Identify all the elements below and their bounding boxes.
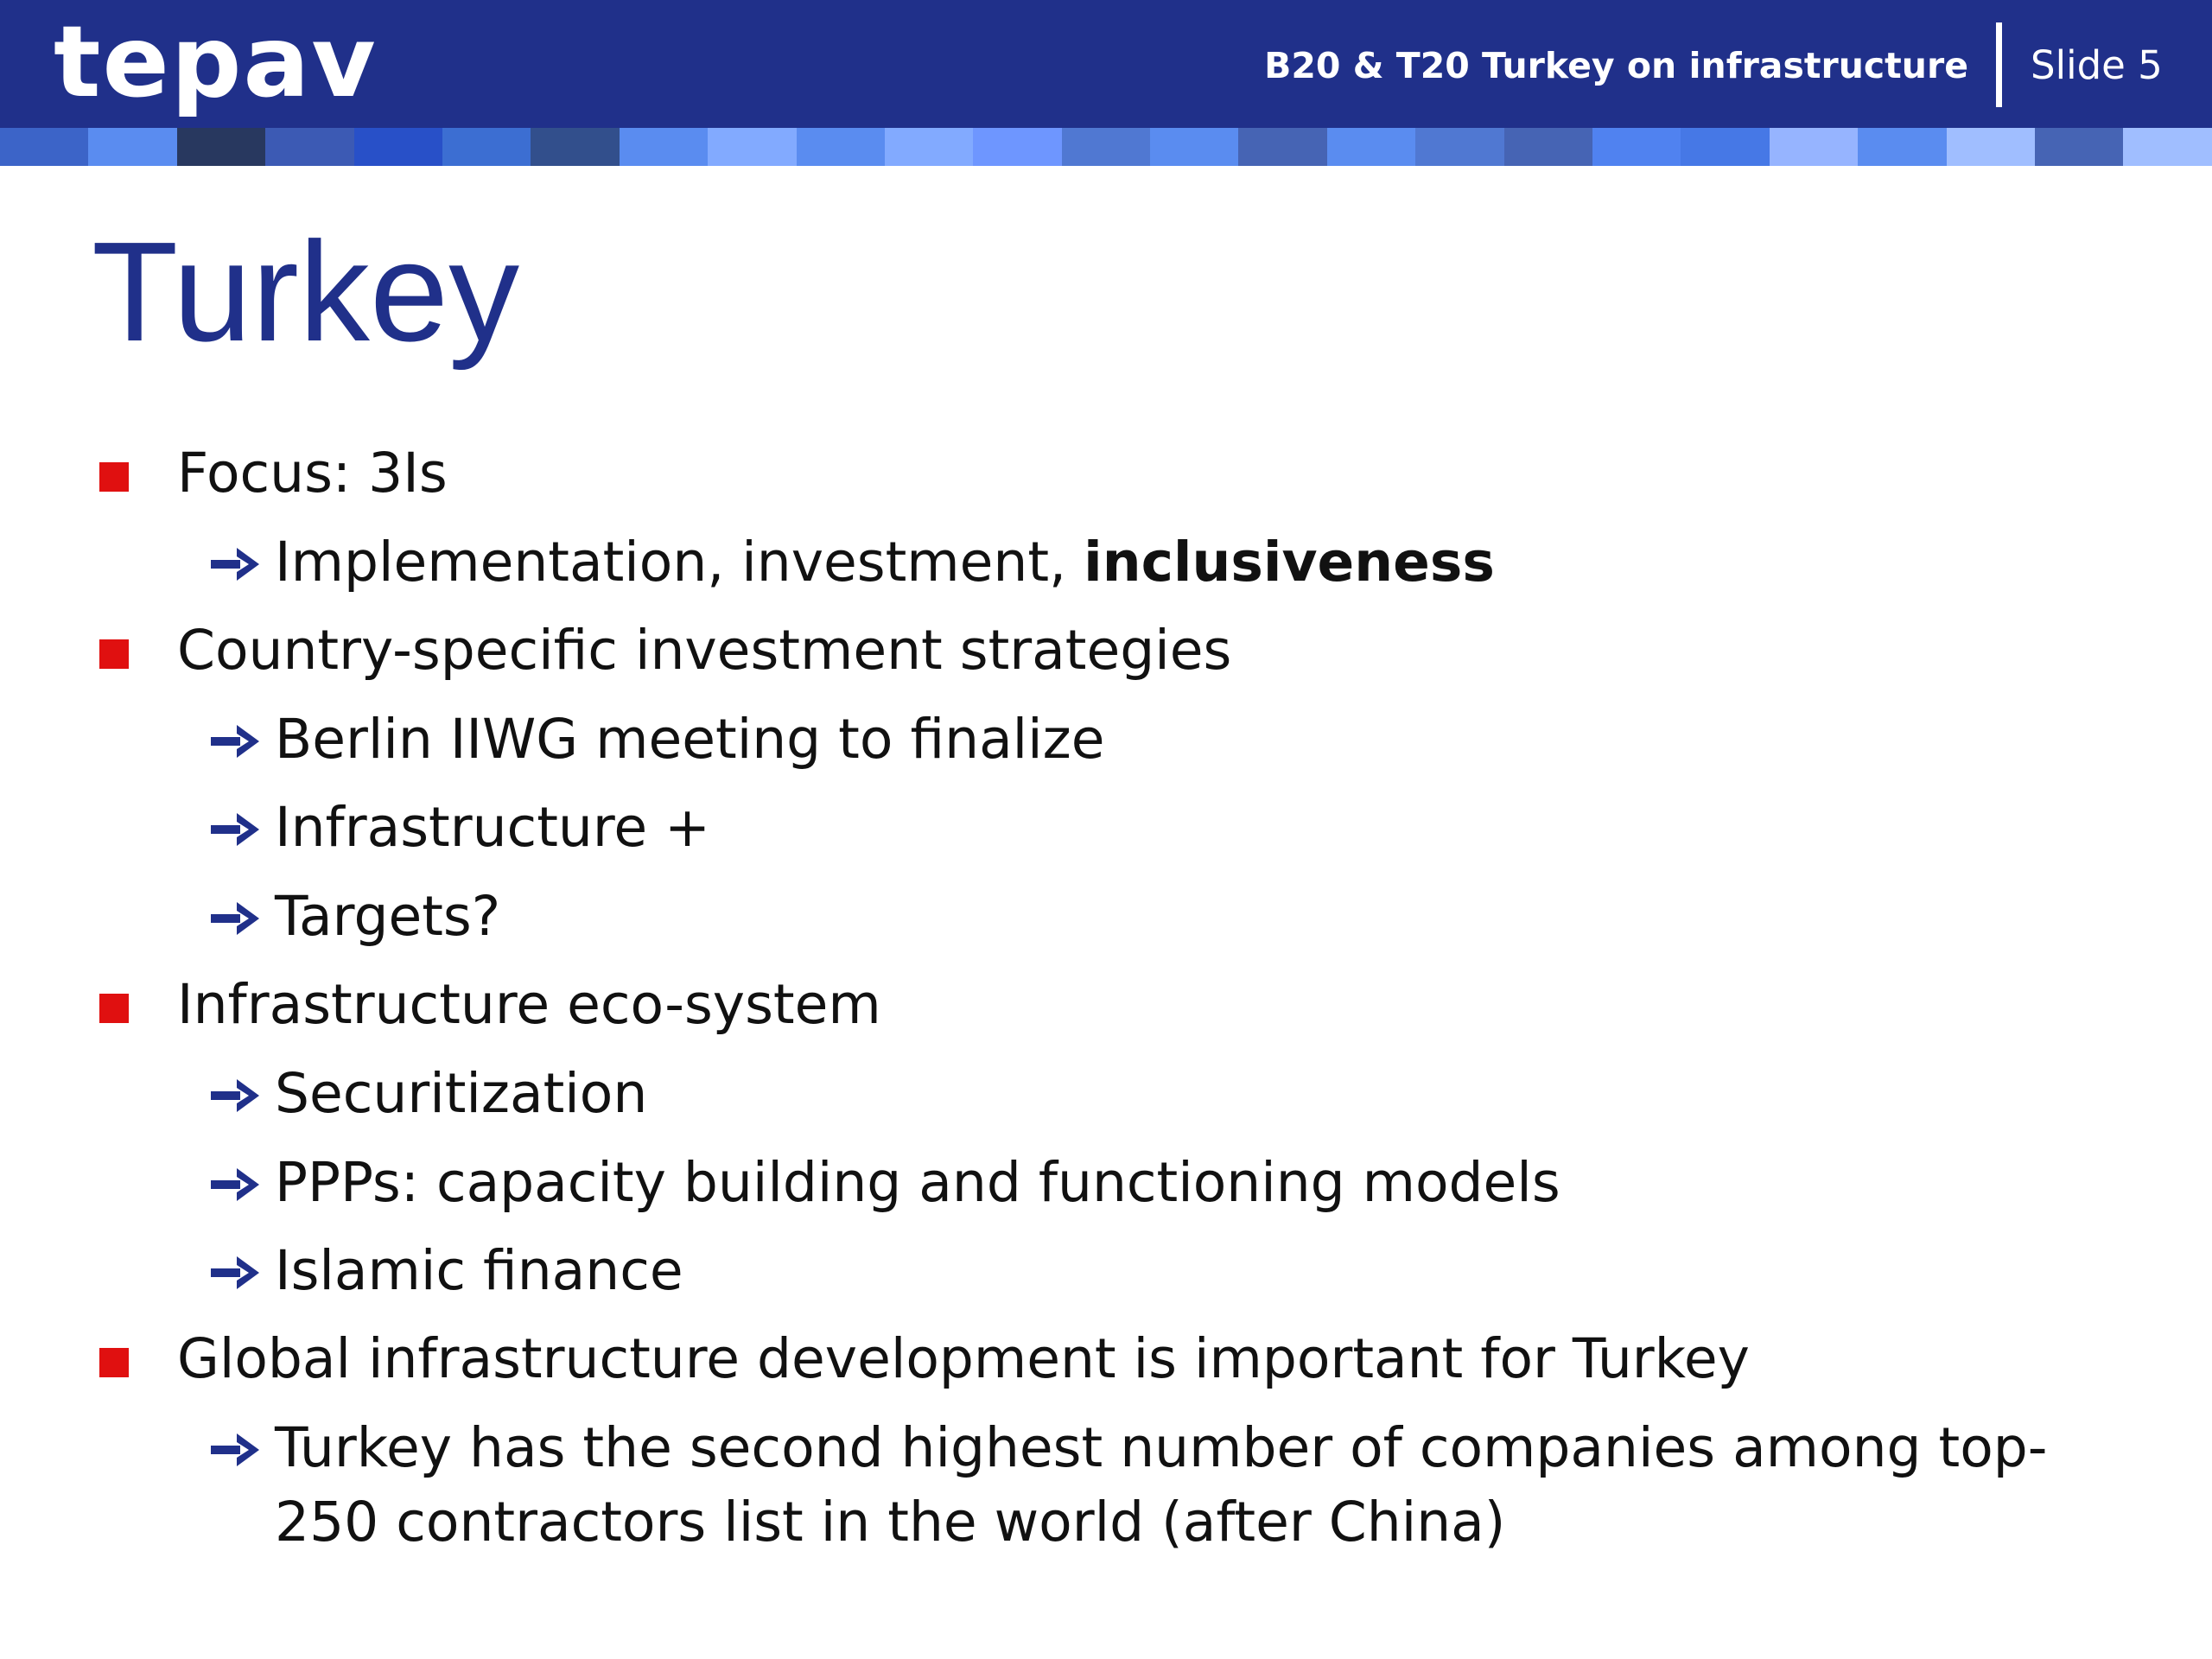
color-strip-segment <box>1415 128 1503 166</box>
red-square-bullet-icon <box>99 1348 129 1377</box>
right-arrow-icon <box>211 1255 261 1291</box>
color-strip-segment <box>177 128 265 166</box>
color-strip-segment <box>0 128 88 166</box>
color-strip-segment <box>1947 128 2035 166</box>
color-strip-segment <box>797 128 885 166</box>
color-strip-segment <box>265 128 353 166</box>
color-strip-segment <box>1327 128 1415 166</box>
right-arrow-icon <box>211 1432 261 1468</box>
color-strip-segment <box>2035 128 2123 166</box>
decorative-color-strip <box>0 128 2212 166</box>
right-arrow-icon <box>211 811 261 848</box>
right-arrow-icon <box>211 900 261 937</box>
red-square-bullet-icon <box>99 994 129 1023</box>
sub-bullet-text: PPPs: capacity building and functioning models <box>275 1151 1560 1214</box>
color-strip-segment <box>1592 128 1681 166</box>
sub-bullet-text: Securitization <box>275 1062 648 1125</box>
color-strip-segment <box>531 128 619 166</box>
header-bar <box>0 0 2212 128</box>
sub-bullet-text: Targets? <box>275 885 501 948</box>
color-strip-segment <box>1858 128 1946 166</box>
sub-bullet-text <box>275 525 1495 600</box>
right-arrow-icon <box>211 723 261 760</box>
slide-number: Slide 5 <box>2031 42 2163 88</box>
right-arrow-icon <box>211 546 261 582</box>
bullet-text: Global infrastructure development is important for Turkey <box>177 1327 1750 1390</box>
bullet-text: Focus: 3Is <box>177 442 448 505</box>
bullet-text: Country-specific investment strategies <box>177 619 1232 682</box>
color-strip-segment <box>1504 128 1592 166</box>
color-strip-segment <box>88 128 176 166</box>
right-arrow-icon <box>211 1166 261 1203</box>
color-strip-segment <box>1770 128 1858 166</box>
sub-bullet-text: Turkey has the second highest number of companies among top-250 contractors list in the world (after China) <box>275 1416 2048 1554</box>
color-strip-segment <box>885 128 973 166</box>
right-arrow-icon <box>211 1077 261 1114</box>
color-strip-segment <box>1681 128 1769 166</box>
color-strip-segment <box>354 128 442 166</box>
sub-bullet-text-bold: inclusiveness <box>1084 531 1495 594</box>
sub-bullet-text: Islamic finance <box>275 1239 683 1302</box>
slide-title: Turkey <box>92 213 520 371</box>
color-strip-segment <box>973 128 1061 166</box>
color-strip-segment <box>442 128 531 166</box>
presentation-title: B20 & T20 Turkey on infrastructure <box>1264 45 1968 86</box>
tepav-logo: tepav <box>54 4 378 119</box>
sub-bullet-text: Berlin IIWG meeting to finalize <box>275 708 1105 771</box>
sub-bullet-text: Infrastructure + <box>275 796 710 859</box>
bullet-text: Infrastructure eco-system <box>177 973 881 1036</box>
sub-bullet-text-plain: Implementation, investment, <box>275 531 1084 594</box>
color-strip-segment <box>620 128 708 166</box>
red-square-bullet-icon <box>99 462 129 492</box>
red-square-bullet-icon <box>99 639 129 669</box>
color-strip-segment <box>1062 128 1150 166</box>
color-strip-segment <box>1150 128 1238 166</box>
color-strip-segment <box>1238 128 1326 166</box>
color-strip-segment <box>708 128 796 166</box>
color-strip-segment <box>2123 128 2211 166</box>
header-divider <box>1996 22 2002 107</box>
